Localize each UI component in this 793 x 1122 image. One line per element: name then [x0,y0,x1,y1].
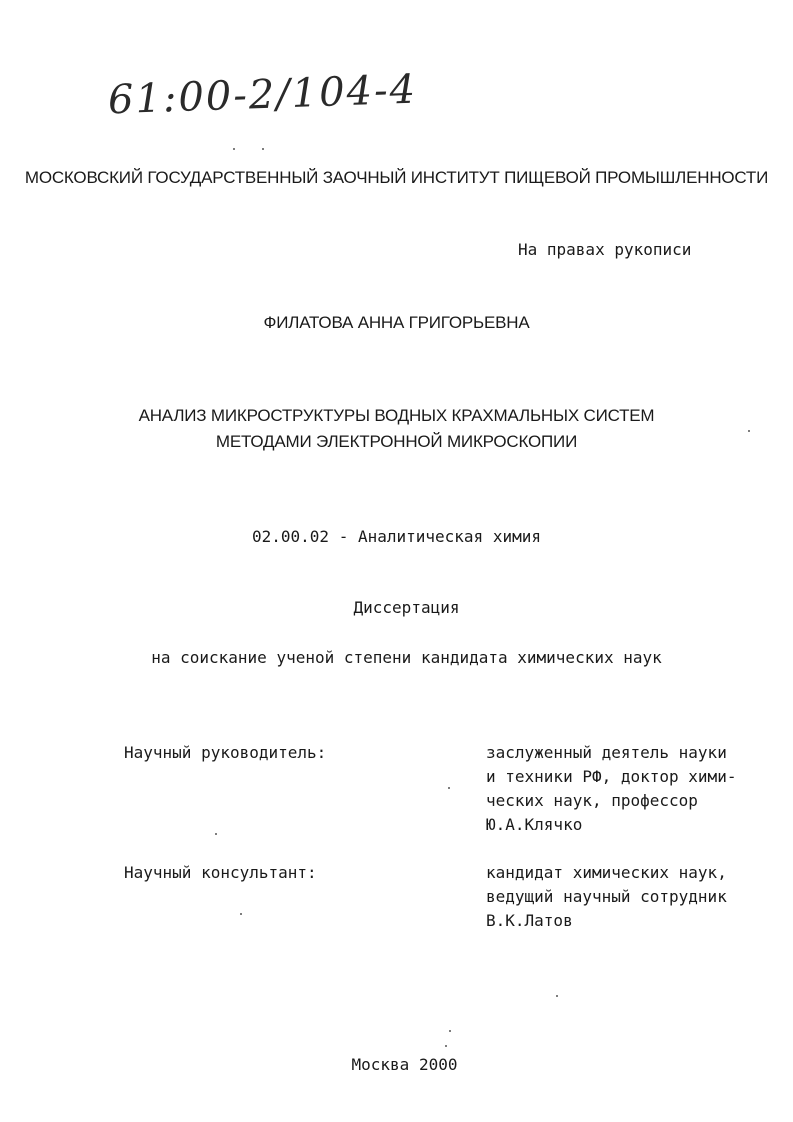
city-year: Москва 2000 [351,1055,458,1074]
institution-name: МОСКОВСКИЙ ГОСУДАРСТВЕННЫЙ ЗАОЧНЫЙ ИНСТИТУТ ПИЩЕВОЙ ПРОМЫШЛЕННОСТИ [24,168,769,187]
supervisor-name: Ю.А.Клячко [486,815,583,834]
consultant-line-2: ведущий научный сотрудник [486,887,727,906]
handwritten-archive-code [264,68,265,69]
rights-note: На правах рукописи [518,240,692,259]
dissertation-title-line-1: АНАЛИЗ МИКРОСТРУКТУРЫ ВОДНЫХ КРАХМАЛЬНЫХ СИСТЕМ [138,406,655,425]
specialty-code: 02.00.02 - Аналитическая химия [252,527,541,546]
scan-speck [262,148,264,150]
consultant-label: Научный консультант: [124,863,317,882]
scan-speck [748,430,750,432]
scan-speck [233,148,235,150]
scan-speck [215,833,217,835]
author-name: ФИЛАТОВА АННА ГРИГОРЬЕВНА [263,313,530,332]
scan-speck [449,1030,451,1032]
supervisor-line-3: ческих наук, профессор [486,791,698,810]
scan-speck [556,995,558,997]
work-type: Диссертация [353,598,460,617]
supervisor-line-1: заслуженный деятель науки [486,743,727,762]
scan-speck [445,1045,447,1047]
scan-speck [240,913,242,915]
dissertation-title-line-2: МЕТОДАМИ ЭЛЕКТРОННОЙ МИКРОСКОПИИ [215,432,578,451]
scan-speck [448,787,450,789]
consultant-line-1: кандидат химических наук, [486,863,727,882]
archive-code: 61:00-2/104-4 [107,66,418,124]
supervisor-label: Научный руководитель: [124,743,327,762]
degree-line: на соискание ученой степени кандидата химических наук [151,648,662,667]
supervisor-line-2: и техники РФ, доктор хими- [486,767,737,786]
consultant-name: В.К.Латов [486,911,573,930]
